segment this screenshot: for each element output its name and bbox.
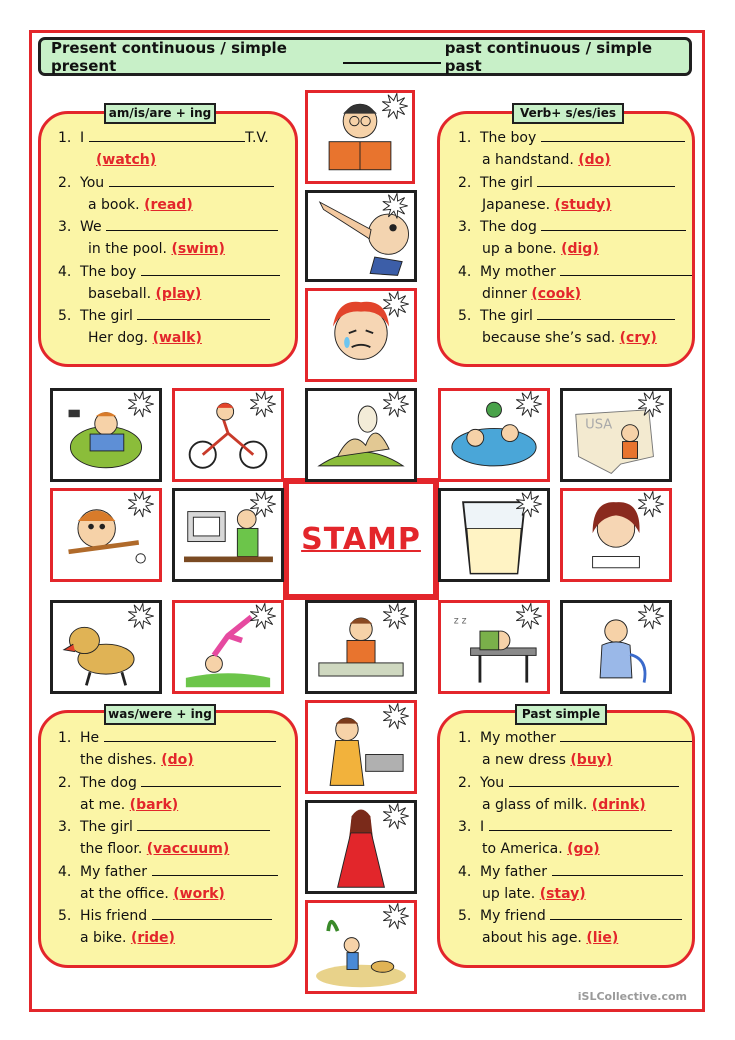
exercise-line-2	[80, 749, 194, 771]
exercise-line	[458, 905, 682, 927]
exercise-line	[58, 861, 278, 883]
exercise-subject: My friend	[480, 908, 551, 924]
exercise-line	[58, 216, 278, 238]
exercise-number: 4.	[58, 263, 72, 280]
tag-top-right: Verb+ s/es/ies	[512, 103, 624, 124]
exercise-line	[458, 772, 679, 794]
exercise-line-2	[482, 283, 581, 305]
exercise-number: 2.	[58, 174, 72, 191]
exercise-subject: My father	[80, 863, 152, 880]
picture-frame	[50, 488, 162, 582]
exercise-number: 4.	[458, 863, 472, 880]
header-left-title: Present continuous / simple present	[51, 38, 287, 75]
picture-frame	[172, 388, 284, 482]
answer-blank[interactable]	[152, 861, 279, 876]
exercise-number: 1.	[58, 130, 72, 146]
exercise-line	[458, 861, 683, 883]
picture-frame	[50, 600, 162, 694]
exercise-subject: I	[480, 819, 489, 835]
answer-blank[interactable]	[109, 172, 275, 187]
tag-bottom-left: was/were + ing	[104, 704, 216, 725]
header-divider-line	[343, 62, 441, 64]
exercise-line	[58, 127, 269, 149]
verb-hint: (read)	[144, 196, 193, 213]
exercise-continuation: up late.	[482, 885, 540, 902]
verb-hint: (watch)	[96, 152, 157, 168]
header-bar	[38, 37, 692, 76]
exercise-continuation: a book.	[88, 196, 145, 213]
exercise-subject: My mother	[480, 263, 561, 280]
verb-hint: (cook)	[531, 285, 581, 302]
kids-swimming-icon	[441, 391, 547, 479]
exercise-subject: My mother	[480, 730, 561, 746]
exercise-line-2	[80, 794, 178, 816]
answer-blank[interactable]	[537, 172, 675, 187]
exercise-line-2	[482, 883, 586, 905]
exercise-line	[458, 216, 686, 238]
exercise-continuation: about his age.	[482, 930, 587, 946]
verb-hint: (ride)	[130, 930, 175, 946]
header-right-title: past continuous / simple past	[444, 38, 653, 75]
exercise-continuation: at the office.	[80, 885, 174, 902]
exercise-subject: The dog	[80, 774, 142, 791]
boy-reading-icon	[308, 93, 412, 181]
exercise-subject: You	[80, 174, 109, 191]
picture-frame	[305, 190, 417, 282]
woman-cooking-icon	[308, 703, 414, 791]
picture-frame	[438, 600, 550, 694]
exercise-continuation: the dishes.	[80, 752, 162, 768]
boy-handstand-icon	[175, 603, 281, 691]
boy-cycling-icon	[175, 391, 281, 479]
exercise-subject: His friend	[80, 908, 152, 924]
exercise-number: 1.	[58, 730, 72, 746]
answer-blank[interactable]	[489, 816, 673, 831]
exercise-subject: The girl	[480, 308, 538, 324]
stamp-label: STAMP	[301, 521, 421, 557]
exercise-continuation: a handstand.	[482, 152, 579, 168]
exercise-continuation: a bike.	[80, 930, 131, 946]
exercise-subject: The boy	[80, 263, 141, 280]
exercise-number: 3.	[58, 819, 72, 835]
verb-hint: (do)	[161, 752, 194, 768]
girl-walking-dog-icon	[308, 903, 414, 991]
picture-frame	[560, 388, 672, 482]
answer-blank[interactable]	[560, 727, 692, 742]
exercise-after-blank: T.V.	[245, 130, 269, 146]
exercise-line-2	[96, 149, 156, 171]
man-sleeping-desk-icon	[441, 603, 547, 691]
answer-blank[interactable]	[152, 905, 272, 920]
exercise-number: 3.	[458, 819, 472, 835]
svg-text:z z: z z	[453, 615, 467, 627]
exercise-line-2	[482, 927, 618, 949]
exercise-line	[458, 172, 675, 194]
exercise-continuation: dinner	[482, 285, 532, 302]
picture-frame	[172, 600, 284, 694]
exercise-line-2	[88, 238, 225, 260]
exercise-line-2	[88, 327, 202, 349]
picture-frame	[305, 288, 417, 382]
answer-blank[interactable]	[509, 772, 680, 787]
picture-frame	[438, 488, 550, 582]
exercise-number: 2.	[458, 774, 472, 791]
exercise-line-2	[482, 749, 612, 771]
liar-long-nose-icon	[308, 193, 414, 279]
exercise-continuation: in the pool.	[88, 241, 172, 257]
verb-hint: (buy)	[570, 752, 613, 768]
exercise-line	[58, 261, 280, 283]
verb-hint: (work)	[173, 885, 225, 902]
picture-frame	[438, 388, 550, 482]
exercise-line-2	[80, 838, 229, 860]
exercise-continuation: Her dog.	[88, 330, 153, 346]
verb-hint: (dig)	[561, 241, 599, 257]
exercise-line	[458, 816, 672, 838]
verb-hint: (stay)	[539, 885, 586, 902]
woman-red-dress-icon	[308, 803, 414, 891]
answer-blank[interactable]	[104, 727, 276, 742]
exercise-continuation: a new dress	[482, 752, 571, 768]
exercise-subject: He	[80, 730, 104, 746]
man-working-computer-icon	[175, 491, 281, 579]
verb-hint: (drink)	[591, 796, 646, 813]
verb-hint: (bark)	[129, 796, 179, 813]
exercise-line	[458, 127, 685, 149]
picture-frame	[560, 488, 672, 582]
exercise-line-2	[482, 194, 611, 216]
girl-studying-icon	[563, 491, 669, 579]
exercise-line-2	[88, 283, 201, 305]
picture-frame	[50, 388, 162, 482]
verb-hint: (go)	[567, 841, 600, 857]
verb-hint: (study)	[554, 196, 612, 213]
exercise-number: 2.	[58, 774, 72, 791]
exercise-subject: The boy	[480, 130, 541, 146]
exercise-number: 1.	[458, 130, 472, 146]
exercise-subject: The dog	[480, 219, 542, 235]
exercise-continuation: because she’s sad.	[482, 330, 620, 346]
verb-hint: (swim)	[171, 241, 225, 257]
exercise-continuation: baseball.	[88, 285, 156, 302]
exercise-line	[58, 727, 276, 749]
picture-frame	[305, 900, 417, 994]
exercise-number: 3.	[458, 219, 472, 235]
answer-blank[interactable]	[541, 127, 686, 142]
tag-bottom-right: Past simple	[515, 704, 607, 725]
picture-frame	[305, 90, 415, 184]
verb-hint: (lie)	[586, 930, 619, 946]
exercise-subject: My father	[480, 863, 552, 880]
picture-frame	[305, 388, 417, 482]
exercise-line-2	[482, 794, 646, 816]
tag-top-left: am/is/are + ing	[104, 103, 216, 124]
exercise-number: 5.	[458, 908, 472, 924]
glass-of-milk-icon	[441, 491, 547, 579]
boy-watching-tv-icon	[53, 391, 159, 479]
exercise-line-2	[482, 238, 599, 260]
exercise-line	[458, 261, 692, 283]
exercise-continuation: up a bone.	[482, 241, 562, 257]
exercise-number: 4.	[58, 863, 72, 880]
answer-blank[interactable]	[141, 261, 281, 276]
answer-blank[interactable]	[541, 216, 686, 231]
exercise-continuation: at me.	[80, 796, 130, 813]
answer-blank[interactable]	[137, 305, 270, 320]
exercise-line	[58, 905, 272, 927]
exercise-line	[58, 816, 270, 838]
answer-blank[interactable]	[552, 861, 684, 876]
exercise-line	[58, 305, 270, 327]
answer-blank[interactable]	[89, 127, 246, 142]
svg-text:USA: USA	[585, 417, 613, 433]
exercise-line-2	[482, 149, 611, 171]
boy-on-map-icon	[563, 391, 669, 479]
exercise-line	[458, 727, 692, 749]
verb-hint: (cry)	[619, 330, 657, 346]
exercise-line	[58, 172, 274, 194]
picture-frame	[560, 600, 672, 694]
girl-vacuuming-icon	[563, 603, 669, 691]
exercise-number: 4.	[458, 263, 472, 280]
exercise-line	[458, 305, 675, 327]
exercise-line-2	[80, 883, 225, 905]
verb-hint: (vaccuum)	[146, 841, 230, 857]
boy-baseball-icon	[53, 491, 159, 579]
verb-hint: (play)	[155, 285, 202, 302]
exercise-subject: The girl	[480, 174, 538, 191]
exercise-line-2	[482, 838, 600, 860]
site-watermark: iSLCollective.com	[577, 990, 687, 1003]
exercise-number: 5.	[58, 908, 72, 924]
dog-digging-icon	[308, 391, 414, 479]
dog-barking-icon	[53, 603, 159, 691]
answer-blank[interactable]	[137, 816, 270, 831]
answer-blank[interactable]	[141, 772, 281, 787]
exercise-subject: We	[80, 219, 107, 235]
picture-frame	[305, 600, 417, 694]
verb-hint: (do)	[578, 152, 611, 168]
answer-blank[interactable]	[106, 216, 278, 231]
exercise-subject: I	[80, 130, 89, 146]
exercise-line-2	[88, 194, 193, 216]
answer-blank[interactable]	[560, 261, 692, 276]
man-washing-dishes-icon	[308, 603, 414, 691]
exercise-subject: The girl	[80, 308, 138, 324]
picture-frame	[172, 488, 284, 582]
exercise-number: 5.	[58, 308, 72, 324]
exercise-continuation: the floor.	[80, 841, 147, 857]
exercise-number: 3.	[58, 219, 72, 235]
answer-blank[interactable]	[537, 305, 675, 320]
exercise-subject: You	[480, 774, 509, 791]
answer-blank[interactable]	[550, 905, 682, 920]
exercise-number: 2.	[458, 174, 472, 191]
stamp-box	[283, 478, 439, 600]
exercise-number: 5.	[458, 308, 472, 324]
verb-hint: (walk)	[152, 330, 202, 346]
exercise-continuation: to America.	[482, 841, 568, 857]
exercise-number: 1.	[458, 730, 472, 746]
exercise-continuation: a glass of milk.	[482, 796, 592, 813]
exercise-subject: The girl	[80, 819, 138, 835]
exercise-line	[58, 772, 281, 794]
exercise-line-2	[80, 927, 175, 949]
picture-frame	[305, 800, 417, 894]
picture-frame	[305, 700, 417, 794]
exercise-line-2	[482, 327, 657, 349]
crying-girl-icon	[308, 291, 414, 379]
exercise-continuation: Japanese.	[482, 196, 555, 213]
